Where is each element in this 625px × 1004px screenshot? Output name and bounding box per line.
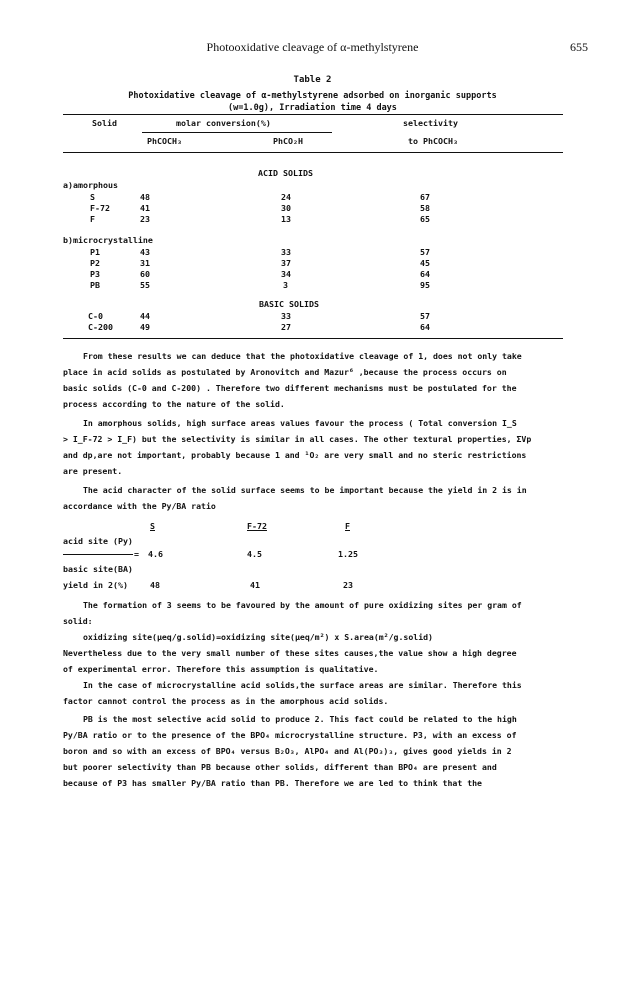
ratio-label-basic: basic site(BA) — [63, 564, 133, 574]
text-line: are present. — [63, 466, 123, 476]
text-line: The acid character of the solid surface seems to be important because the yield in 2 is in — [83, 485, 527, 495]
header-selectivity: selectivity — [403, 118, 458, 128]
text-line: The formation of 3 seems to be favoured by the amount of pure oxidizing sites per gram of — [83, 600, 522, 610]
table-top-rule — [63, 114, 563, 115]
cell-solid: PB — [90, 280, 100, 290]
cell-phco2h: 30 — [281, 203, 291, 213]
cell-phcoch3: 49 — [140, 322, 150, 332]
cell-solid: P2 — [90, 258, 100, 268]
cell-phco2h: 24 — [281, 192, 291, 202]
subheader-to-phcoch3: to PhCOCH₃ — [408, 136, 458, 146]
cell-solid: P3 — [90, 269, 100, 279]
paragraph-pb-selectivity — [63, 711, 563, 791]
text-line: boron and so with an excess of BPO₄ versus B₂O₃, AlPO₄ and Al(PO₃)₃, gives good yields in 2 — [63, 746, 512, 756]
cell-phco2h: 33 — [281, 247, 291, 257]
yield-value-f72: 41 — [250, 580, 260, 590]
oxidizing-site-formula — [63, 629, 563, 645]
header-conversion: molar conversion(%) — [176, 118, 271, 128]
text-line: In amorphous solids, high surface areas values favour the process ( Total conversion I_S — [83, 418, 517, 428]
ratio-equals: = — [134, 549, 139, 559]
cell-solid: C-0 — [88, 311, 103, 321]
text-line: and dp,are not important, probably because 1 and ¹O₂ are very small and no steric restrictions — [63, 450, 527, 460]
table-caption: Photoxidative cleavage of α-methylstyrene adsorbed on inorganic supports — [128, 91, 497, 101]
cell-solid: F — [90, 214, 95, 224]
formula-line: oxidizing site(μeq/g.solid)=oxidizing site(μeq/m²) x S.area(m²/g.solid) — [83, 632, 433, 642]
cell-phcoch3: 31 — [140, 258, 150, 268]
ratio-label-acid: acid site (Py) — [63, 536, 133, 546]
text-line: Py/BA ratio or to the presence of the BPO₄ microcrystalline structure. P3, with an excess of — [63, 730, 517, 740]
text-line: factor cannot control the process as in the amorphous acid solids. — [63, 696, 389, 706]
yield-label: yield in 2(%) — [63, 580, 128, 590]
cell-selectivity: 57 — [420, 247, 430, 257]
ratio-fraction-bar — [63, 554, 133, 555]
subheader-phcoch3: PhCOCH₃ — [147, 136, 182, 146]
page-number: 655 — [570, 40, 588, 54]
paragraph-mechanism — [63, 348, 563, 412]
text-line: of experimental error. Therefore this assumption is qualitative. — [63, 664, 379, 674]
cell-selectivity: 65 — [420, 214, 430, 224]
yield-value-s: 48 — [150, 580, 160, 590]
cell-selectivity: 67 — [420, 192, 430, 202]
paragraph-acid-character — [63, 482, 563, 514]
section-acid-solids: ACID SOLIDS — [258, 168, 313, 178]
text-line: PB is the most selective acid solid to produce 2. This fact could be related to the high — [83, 714, 517, 724]
text-line: basic solids (C-0 and C-200) . Therefore two different mechanisms must be postulated for the — [63, 383, 517, 393]
text-line: In the case of microcrystalline acid solids,the surface areas are similar. Therefore this — [83, 680, 522, 690]
cell-solid: F-72 — [90, 203, 110, 213]
conversion-subrule — [142, 132, 332, 133]
cell-solid: S — [90, 192, 95, 202]
text-line: process according to the nature of the solid. — [63, 399, 285, 409]
cell-selectivity: 95 — [420, 280, 430, 290]
table-title: Table 2 — [293, 75, 332, 85]
cell-selectivity: 45 — [420, 258, 430, 268]
paragraph-microcrystalline — [63, 677, 563, 709]
group-amorphous: a)amorphous — [63, 180, 118, 190]
text-line: accordance with the Py/BA ratio — [63, 501, 216, 511]
table-caption-sub: (w=1.0g), Irradiation time 4 days — [228, 103, 397, 113]
cell-phcoch3: 41 — [140, 203, 150, 213]
cell-selectivity: 58 — [420, 203, 430, 213]
cell-selectivity: 64 — [420, 322, 430, 332]
running-title: Photooxidative cleavage of α-methylstyrene — [206, 40, 419, 54]
table-bottom-rule — [63, 338, 563, 339]
cell-solid: P1 — [90, 247, 100, 257]
text-line: From these results we can deduce that the photoxidative cleavage of 1, does not only take — [83, 351, 522, 361]
yield-value-f: 23 — [343, 580, 353, 590]
paragraph-amorphous — [63, 415, 563, 479]
ratio-value-f: 1.25 — [338, 549, 358, 559]
text-line: but poorer selectivity than PB because other solids, different than BPO₄ are present and — [63, 762, 497, 772]
cell-phcoch3: 48 — [140, 192, 150, 202]
ratio-col-f: F — [345, 521, 350, 531]
cell-phcoch3: 55 — [140, 280, 150, 290]
text-line: solid: — [63, 616, 93, 626]
cell-phco2h: 37 — [281, 258, 291, 268]
table-header-rule — [63, 152, 563, 153]
cell-phcoch3: 23 — [140, 214, 150, 224]
group-microcrystalline: b)microcrystalline — [63, 235, 153, 245]
ratio-col-s: S — [150, 521, 155, 531]
ratio-value-f72: 4.5 — [247, 549, 262, 559]
section-basic-solids: BASIC SOLIDS — [259, 299, 319, 309]
cell-selectivity: 64 — [420, 269, 430, 279]
cell-phcoch3: 43 — [140, 247, 150, 257]
cell-phcoch3: 44 — [140, 311, 150, 321]
paragraph-error — [63, 645, 563, 677]
ratio-value-s: 4.6 — [148, 549, 163, 559]
cell-phco2h: 13 — [281, 214, 291, 224]
cell-phco2h: 34 — [281, 269, 291, 279]
ratio-col-f72: F-72 — [247, 521, 267, 531]
header-solid: Solid — [92, 118, 117, 128]
text-line: because of P3 has smaller Py/BA ratio than PB. Therefore we are led to think that the — [63, 778, 482, 788]
cell-phco2h: 3 — [283, 280, 288, 290]
text-line: > I_F-72 > I_F) but the selectivity is similar in all cases. The other textural properties, ΣVp — [63, 434, 532, 444]
cell-selectivity: 57 — [420, 311, 430, 321]
cell-phco2h: 33 — [281, 311, 291, 321]
text-line: place in acid solids as postulated by Aronovitch and Mazur⁶ ,because the process occurs on — [63, 367, 507, 377]
paragraph-formation — [63, 597, 563, 629]
cell-solid: C-200 — [88, 322, 113, 332]
text-line: Nevertheless due to the very small number of these sites causes,the value show a high degree — [63, 648, 517, 658]
cell-phcoch3: 60 — [140, 269, 150, 279]
subheader-phco2h: PhCO₂H — [273, 136, 303, 146]
cell-phco2h: 27 — [281, 322, 291, 332]
